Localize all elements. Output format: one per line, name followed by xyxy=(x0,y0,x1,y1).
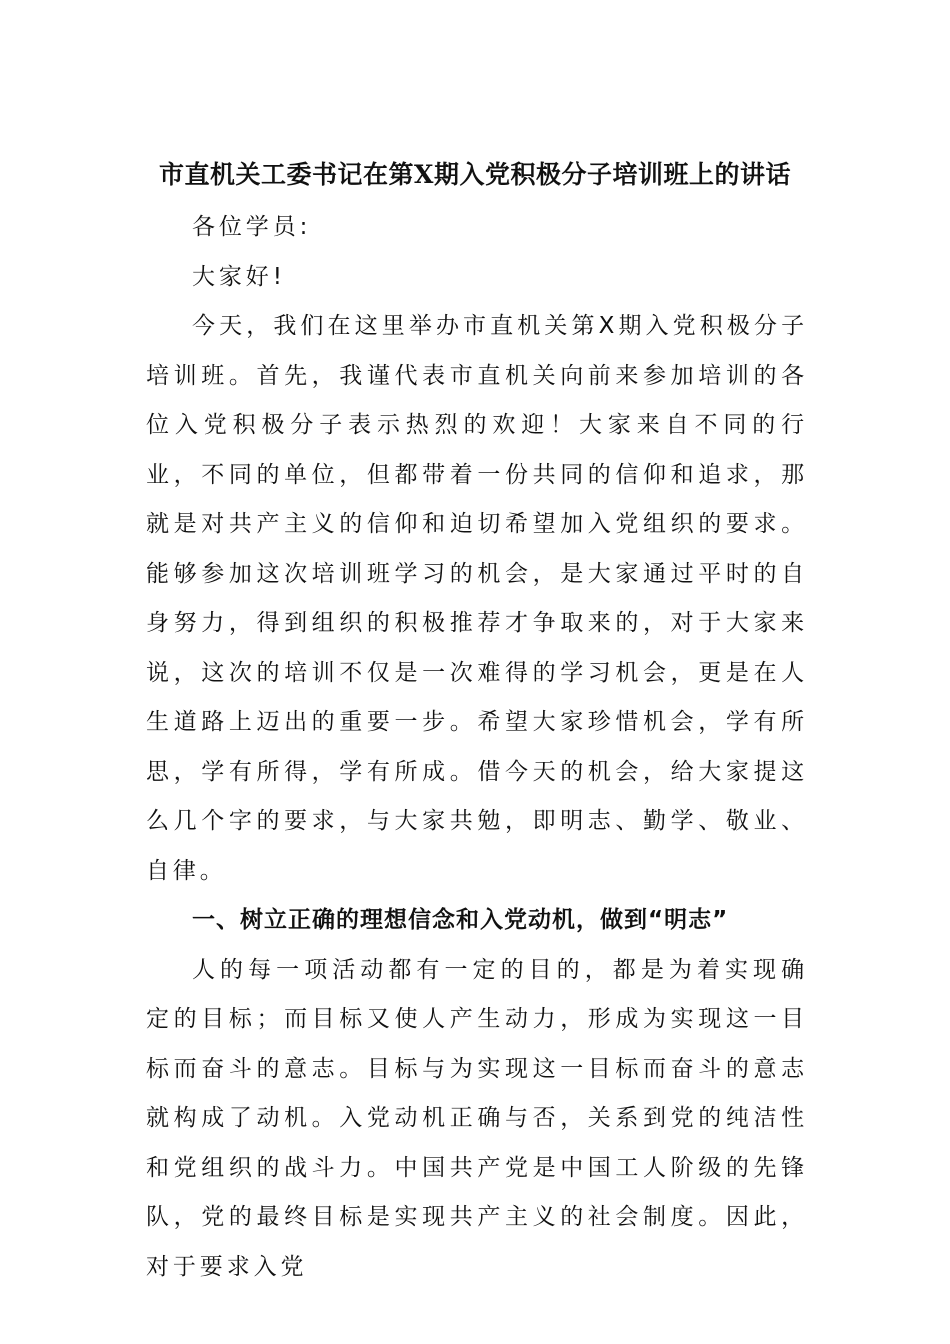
greeting: 大家好! xyxy=(192,263,286,290)
document-title: 市直机关工委书记在第X期入党积极分子培训班上的讲话 xyxy=(159,160,791,189)
paragraph-opening: 今天，我们在这里举办市直机关第X期入党积极分子培训班。首先，我谨代表市直机关向前来参加培训的各位入党积极分子表示热烈的欢迎！大家来自不同的行业，不同的单位，但都带着一份共同的信仰和追求，那就是对共产主义的信仰和迫切希望加入党组织的要求。能够参加这次培训班学习的机会，是大家通过平时的自身努力，得到组织的积极推荐才争取来的，对于大家来说，这次的培训不仅是一次难得的学习机会，更是在人生道路上迈出的重要一步。希望大家珍惜机会，学有所思，学有所得，学有所成。借今天的机会，给大家提这么几个字的要求，与大家共勉，即明志、勤学、敬业、自律。 xyxy=(146,313,808,884)
salutation: 各位学员: xyxy=(192,214,312,240)
document-body xyxy=(146,203,808,1292)
paragraph-section-1: 人的每一项活动都有一定的目的，都是为着实现确定的目标；而目标又使人产生动力，形成为实现这一目标而奋斗的意志。目标与为实现这一目标而奋斗的意志就构成了动机。入党动机正确与否，关系到党的纯洁性和党组织的战斗力。中国共产党是中国工人阶级的先锋队，党的最终目标是实现共产主义的社会制度。因此，对于要求入党 xyxy=(146,956,808,1280)
section-heading-1: 一、树立正确的理想信念和入党动机，做到“明志” xyxy=(192,907,729,933)
